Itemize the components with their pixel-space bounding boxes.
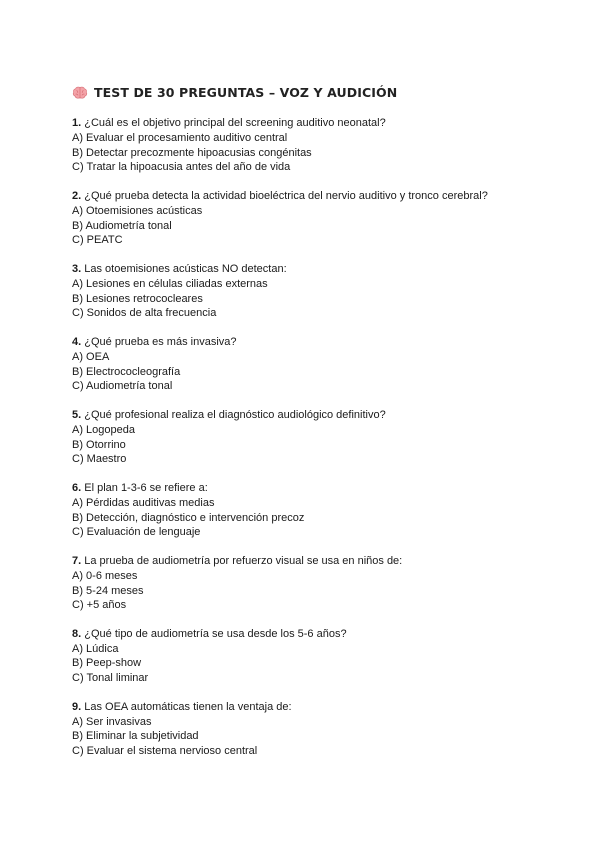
answer-option: B) Lesiones retrococleares: [72, 292, 203, 305]
question-text: [72, 189, 542, 204]
question-list: [72, 116, 542, 773]
question-text: [72, 627, 542, 642]
question-prompt: Las otoemisiones acústicas NO detectan:: [84, 262, 287, 275]
question-prompt: ¿Qué prueba es más invasiva?: [84, 335, 237, 348]
question-block: [72, 335, 542, 394]
answer-option: B) 5-24 meses: [72, 584, 144, 597]
answer-option: B) Audiometría tonal: [72, 219, 172, 232]
question-block: [72, 481, 542, 540]
answer-option: B) Electrococleografía: [72, 365, 181, 378]
question-number: 5.: [72, 408, 82, 421]
answer-option: C) Maestro: [72, 453, 127, 466]
question-block: [72, 700, 542, 759]
answer-option: B) Detección, diagnóstico e intervención precoz: [72, 511, 305, 524]
question-text: [72, 700, 542, 715]
question-number: 7.: [72, 554, 82, 567]
question-prompt: Las OEA automáticas tienen la ventaja de:: [84, 700, 292, 713]
question-number: 4.: [72, 335, 82, 348]
answer-option: C) Sonidos de alta frecuencia: [72, 307, 217, 320]
question-number: 8.: [72, 627, 82, 640]
question-number: 3.: [72, 262, 82, 275]
answer-option: A) OEA: [72, 350, 110, 363]
question-prompt: ¿Cuál es el objetivo principal del screening auditivo neonatal?: [84, 117, 386, 129]
question-number: 9.: [72, 700, 82, 713]
question-text: [72, 481, 542, 496]
answer-option: C) PEATC: [72, 234, 123, 247]
question-text: [72, 408, 542, 423]
answer-option: B) Peep-show: [72, 657, 142, 670]
answer-option: C) +5 años: [72, 599, 127, 612]
question-text: [72, 116, 542, 131]
brain-icon: [72, 86, 88, 100]
question-block: [72, 554, 542, 613]
answer-option: A) Evaluar el procesamiento auditivo central: [72, 131, 288, 144]
answer-option: C) Tratar la hipoacusia antes del año de vida: [72, 161, 291, 174]
question-number: 6.: [72, 481, 82, 494]
answer-option: C) Evaluar el sistema nervioso central: [72, 745, 258, 758]
title-text: TEST DE 30 PREGUNTAS – VOZ Y AUDICIÓN: [94, 85, 398, 100]
answer-option: A) Lúdica: [72, 642, 119, 655]
question-block: [72, 116, 542, 175]
question-prompt: ¿Qué profesional realiza el diagnóstico audiológico definitivo?: [84, 408, 386, 421]
answer-option: A) Otoemisiones acústicas: [72, 204, 203, 217]
question-number: 1.: [72, 117, 82, 129]
question-block: [72, 189, 542, 248]
page-title: [72, 85, 397, 100]
answer-option: A) Logopeda: [72, 423, 135, 436]
question-text: [72, 554, 542, 569]
question-block: [72, 408, 542, 467]
question-text: [72, 335, 542, 350]
answer-option: C) Evaluación de lenguaje: [72, 526, 201, 539]
question-prompt: ¿Qué tipo de audiometría se usa desde los 5-6 años?: [84, 627, 347, 640]
question-prompt: La prueba de audiometría por refuerzo visual se usa en niños de:: [84, 554, 403, 567]
question-block: [72, 627, 542, 686]
answer-option: A) Pérdidas auditivas medias: [72, 496, 215, 509]
question-number: 2.: [72, 189, 82, 202]
answer-option: B) Detectar precozmente hipoacusias congénitas: [72, 146, 312, 159]
answer-option: C) Audiometría tonal: [72, 380, 173, 393]
answer-option: A) Ser invasivas: [72, 715, 152, 728]
answer-option: A) 0-6 meses: [72, 569, 138, 582]
question-prompt: El plan 1-3-6 se refiere a:: [84, 481, 208, 494]
answer-option: B) Otorrino: [72, 438, 126, 451]
answer-option: C) Tonal liminar: [72, 672, 149, 685]
answer-option: A) Lesiones en células ciliadas externas: [72, 277, 268, 290]
question-prompt: ¿Qué prueba detecta la actividad bioeléctrica del nervio auditivo y tronco cerebral?: [84, 189, 488, 202]
question-text: [72, 262, 542, 277]
answer-option: B) Eliminar la subjetividad: [72, 730, 199, 743]
question-block: [72, 262, 542, 321]
